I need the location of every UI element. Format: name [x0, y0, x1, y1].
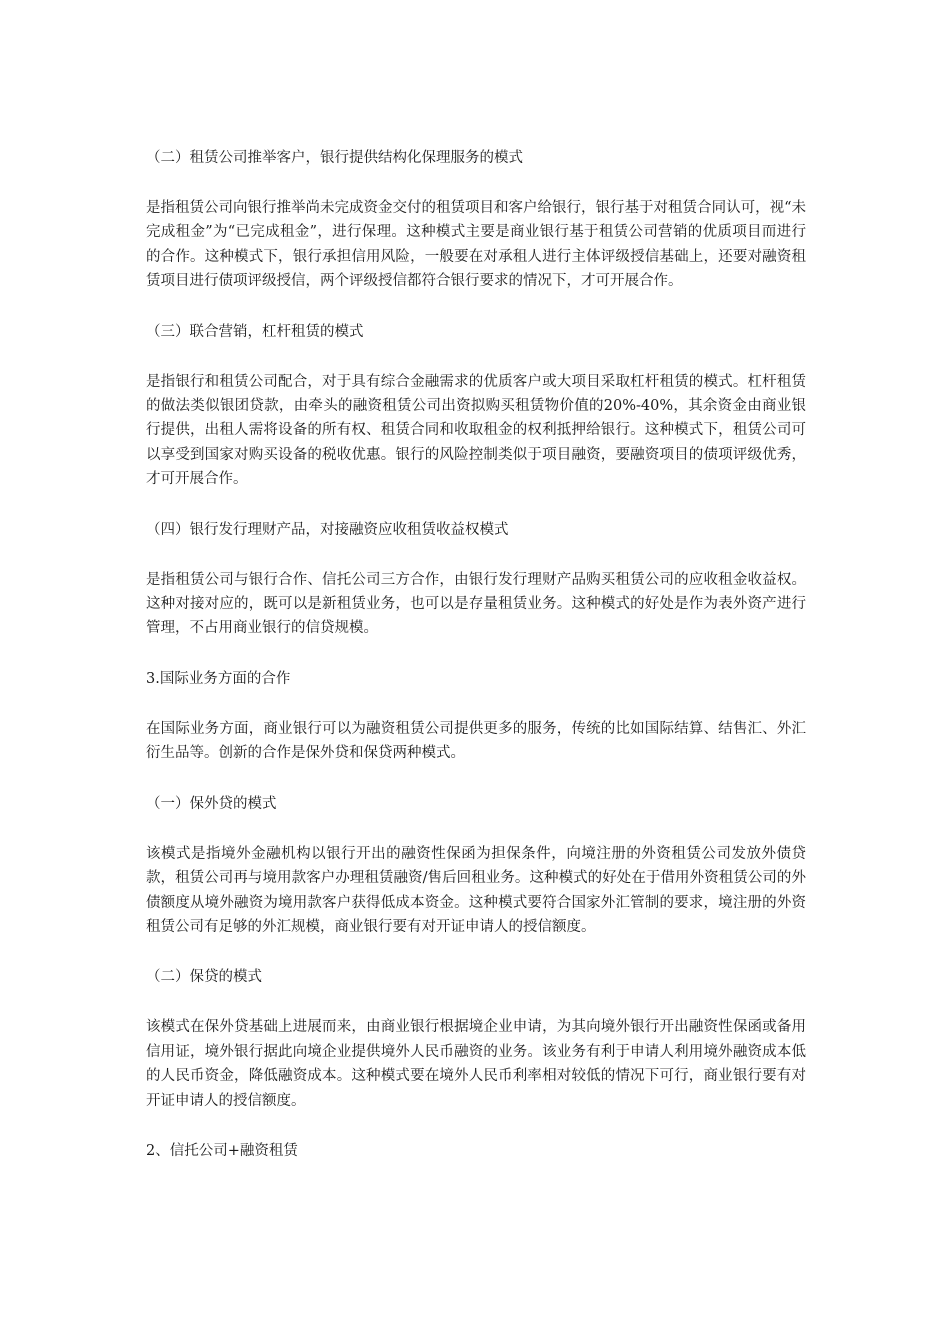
paragraph: 是指租赁公司向银行推举尚未完成资金交付的租赁项目和客户给银行，银行基于对租赁合同认可，视“未完成租金”为“已完成租金”，进行保理。这种模式主要是商业银行基于租赁公司营销的优质项目而进行的合作。这种模式下，银行承担信用风险，一般要在对承租人进行主体评级授信基础上，还要对融资租赁项目进行债项评级授信，两个评级授信都符合银行要求的情况下，才可开展合作。 — [146, 200, 806, 290]
section-heading: （二）租赁公司推举客户，银行提供结构化保理服务的模式 — [146, 150, 523, 166]
section-heading: 2、信托公司+融资租赁 — [146, 1142, 298, 1159]
paragraph: 该模式在保外贷基础上进展而来，由商业银行根据境企业申请，为其向境外银行开出融资性保函或备用信用证，境外银行据此向境企业提供境外人民币融资的业务。该业务有利于申请人利用境外融资成本低的人民币资金，降低融资成本。这种模式要在境外人民币利率相对较低的情况下可行，商业银行要有对开证申请人的授信额度。 — [146, 1019, 806, 1109]
paragraph: 在国际业务方面，商业银行可以为融资租赁公司提供更多的服务，传统的比如国际结算、结售汇、外汇衍生品等。创新的合作是保外贷和保贷两种模式。 — [146, 720, 806, 762]
section-heading: 3.国际业务方面的合作 — [146, 670, 291, 687]
section-heading: （二）保贷的模式 — [146, 969, 262, 986]
document-body — [146, 146, 806, 1163]
section-heading: （四）银行发行理财产品，对接融资应收租赁收益权模式 — [146, 521, 509, 538]
paragraph: 是指租赁公司与银行合作、信托公司三方合作，由银行发行理财产品购买租赁公司的应收租金收益权。这种对接对应的，既可以是新租赁业务，也可以是存量租赁业务。这种模式的好处是作为表外资产进行管理，不占用商业银行的信贷规模。 — [146, 571, 806, 637]
paragraph: 是指银行和租赁公司配合，对于具有综合金融需求的优质客户或大项目采取杠杆租赁的模式。杠杆租赁的做法类似银团贷款，由牵头的融资租赁公司出资拟购买租赁物价值的20%-40%，其余资金由商业银行提供，出租人需将设备的所有权、租赁合同和收取租金的权利抵押给银行。这种模式下，租赁公司可以享受到国家对购买设备的税收优惠。银行的风险控制类似于项目融资，要融资项目的债项评级优秀，才可开展合作。 — [146, 373, 806, 488]
section-heading: （三）联合营销，杠杆租赁的模式 — [146, 323, 364, 340]
section-heading: （一）保外贷的模式 — [146, 795, 277, 812]
paragraph: 该模式是指境外金融机构以银行开出的融资性保函为担保条件，向境注册的外资租赁公司发放外债贷款，租赁公司再与境用款客户办理租赁融资/售后回租业务。这种模式的好处在于借用外资租赁公司的外债额度从境外融资为境用款客户获得低成本资金。这种模式要符合国家外汇管制的要求，境注册的外资租赁公司有足够的外汇规模，商业银行要有对开证申请人的授信额度。 — [146, 845, 806, 935]
